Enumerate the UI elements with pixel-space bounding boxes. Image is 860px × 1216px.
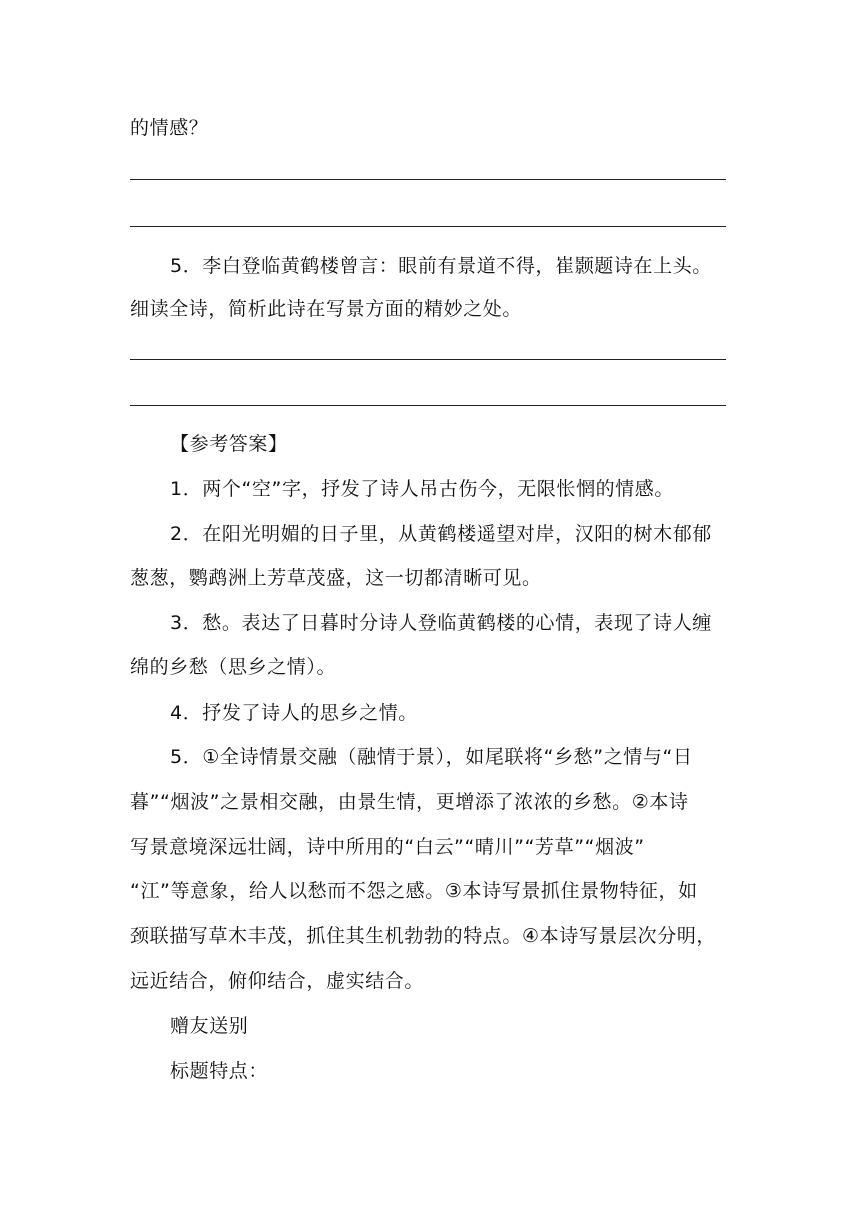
question-4-tail: 的情感？ <box>130 117 209 139</box>
answer-2-line-1: 2．在阳光明媚的日子里，从黄鹤楼遥望对岸，汉阳的树木郁郁 <box>170 523 712 545</box>
answer-line <box>130 179 726 180</box>
answer-5-line-4: “江”等意象，给人以愁而不怨之感。③本诗写景抓住景物特征，如 <box>130 880 698 902</box>
subsection-title: 标题特点： <box>170 1060 269 1082</box>
answer-4: 4．抒发了诗人的思乡之情。 <box>170 702 418 724</box>
question-5-line-2: 细读全诗，简析此诗在写景方面的精妙之处。 <box>130 298 523 320</box>
answer-5-line-2: 暮”“烟波”之景相交融，由景生情，更增添了浓浓的乡愁。②本诗 <box>130 791 689 813</box>
answer-heading: 【参考答案】 <box>170 433 288 455</box>
answer-5-line-1: 5．①全诗情景交融（融情于景），如尾联将“乡愁”之情与“日 <box>170 746 693 768</box>
answer-5-line-3: 写景意境深远壮阔，诗中所用的“白云”“晴川”“芳草”“烟波” <box>130 836 645 858</box>
answer-2-line-2: 葱葱，鹦鹉洲上芳草茂盛，这一切都清晰可见。 <box>130 567 542 589</box>
question-5-line-1: 5．李白登临黄鹤楼曾言：眼前有景道不得，崔颢题诗在上头。 <box>170 255 712 277</box>
answer-1: 1．两个“空”字，抒发了诗人吊古伤今，无限怅惘的情感。 <box>170 478 674 500</box>
answer-5-line-6: 远近结合，俯仰结合，虚实结合。 <box>130 970 425 992</box>
section-title: 赠友送别 <box>170 1015 249 1037</box>
answer-line <box>130 359 726 360</box>
answer-5-line-5: 颈联描写草木丰茂，抓住其生机勃勃的特点。④本诗写景层次分明， <box>130 925 717 947</box>
answer-line <box>130 226 726 227</box>
answer-3-line-2: 绵的乡愁（思乡之情）。 <box>130 656 337 678</box>
answer-3-line-1: 3．愁。表达了日暮时分诗人登临黄鹤楼的心情，表现了诗人缠 <box>170 612 712 634</box>
answer-line <box>130 405 726 406</box>
